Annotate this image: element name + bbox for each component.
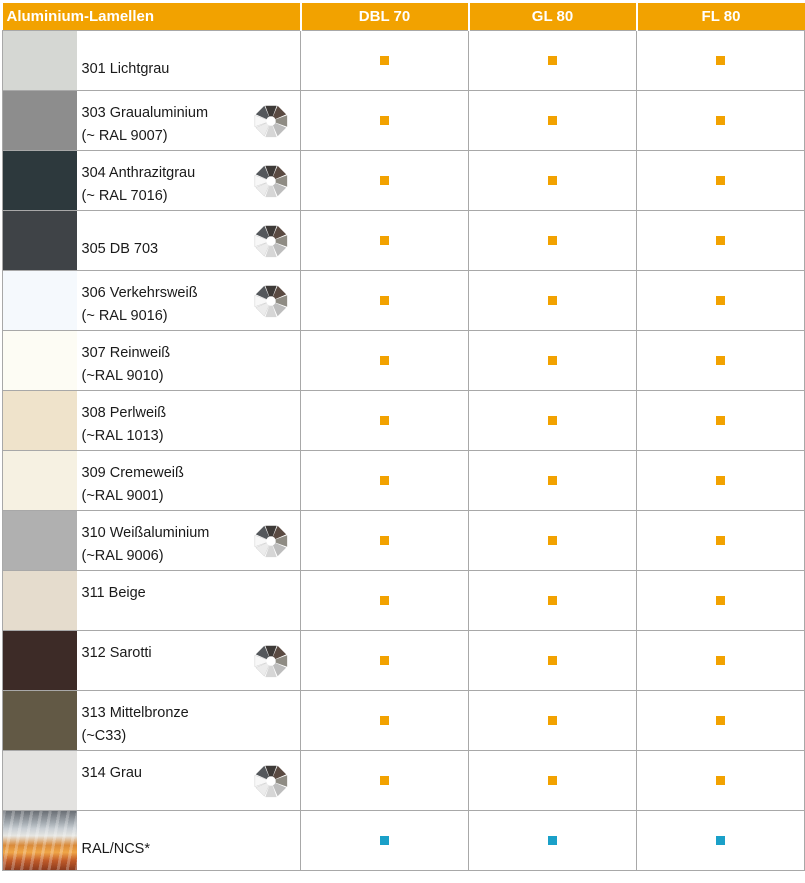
availability-cell (301, 31, 469, 91)
availability-marker (548, 416, 557, 425)
availability-marker (716, 116, 725, 125)
name-cell (79, 631, 301, 691)
table-row (3, 691, 805, 751)
availability-cell (469, 151, 637, 211)
table-row (3, 271, 805, 331)
availability-marker (380, 476, 389, 485)
availability-cell (469, 451, 637, 511)
availability-marker (716, 296, 725, 305)
color-name: 310 Weißaluminium (~RAL 9006) (81, 525, 210, 564)
availability-marker (548, 596, 557, 605)
availability-cell (637, 391, 805, 451)
availability-marker (548, 176, 557, 185)
color-wheel-icon (252, 162, 290, 200)
table-row (3, 811, 805, 871)
table-row (3, 631, 805, 691)
table-row (3, 751, 805, 811)
availability-marker (716, 56, 725, 65)
table-row (3, 91, 805, 151)
color-swatch (3, 271, 77, 330)
availability-cell (469, 271, 637, 331)
availability-marker (380, 356, 389, 365)
color-name: 306 Verkehrsweiß (~ RAL 9016) (81, 285, 198, 324)
availability-cell (469, 811, 637, 871)
availability-marker (716, 476, 725, 485)
availability-cell (301, 271, 469, 331)
availability-marker (716, 776, 725, 785)
availability-cell (637, 31, 805, 91)
name-cell (79, 571, 301, 631)
availability-cell (469, 211, 637, 271)
availability-cell (637, 631, 805, 691)
name-cell (79, 511, 301, 571)
color-swatch (3, 31, 77, 90)
availability-marker (380, 716, 389, 725)
color-name: 313 Mittelbronze (~C33) (81, 705, 189, 744)
name-cell (79, 691, 301, 751)
availability-marker (716, 656, 725, 665)
name-cell (79, 211, 301, 271)
availability-marker (548, 296, 557, 305)
color-name: 308 Perlweiß (~RAL 1013) (81, 405, 167, 444)
table-row (3, 451, 805, 511)
color-wheel-icon (252, 222, 290, 260)
color-name: 304 Anthrazitgrau (~ RAL 7016) (81, 165, 196, 204)
color-swatch (3, 751, 77, 810)
swatch-cell (3, 391, 79, 451)
availability-marker (380, 296, 389, 305)
header-title: Aluminium-Lamellen (3, 3, 301, 31)
availability-marker (548, 536, 557, 545)
color-name: 311 Beige (81, 585, 146, 601)
availability-marker (380, 656, 389, 665)
availability-cell (469, 691, 637, 751)
availability-cell (301, 691, 469, 751)
name-cell (79, 91, 301, 151)
availability-cell (469, 571, 637, 631)
swatch-cell (3, 151, 79, 211)
availability-marker (380, 536, 389, 545)
color-name: 307 Reinweiß (~RAL 9010) (81, 345, 171, 384)
availability-marker (716, 716, 725, 725)
color-name: 312 Sarotti (81, 645, 152, 661)
availability-marker (548, 656, 557, 665)
table-row (3, 391, 805, 451)
availability-cell (301, 211, 469, 271)
name-cell (79, 391, 301, 451)
availability-cell (301, 451, 469, 511)
availability-cell (301, 811, 469, 871)
availability-cell (469, 91, 637, 151)
color-name: 301 Lichtgrau (81, 61, 170, 77)
swatch-cell (3, 91, 79, 151)
availability-marker (548, 236, 557, 245)
color-swatch (3, 691, 77, 750)
availability-marker (716, 536, 725, 545)
name-cell (79, 31, 301, 91)
availability-cell (469, 511, 637, 571)
availability-marker (716, 176, 725, 185)
availability-marker (548, 776, 557, 785)
table-row (3, 211, 805, 271)
availability-cell (637, 751, 805, 811)
availability-marker (380, 176, 389, 185)
swatch-cell (3, 751, 79, 811)
name-cell (79, 271, 301, 331)
availability-cell (301, 391, 469, 451)
availability-cell (637, 211, 805, 271)
swatch-cell (3, 811, 79, 871)
color-swatch (3, 391, 77, 450)
color-swatch (3, 631, 77, 690)
availability-cell (637, 691, 805, 751)
availability-marker (548, 356, 557, 365)
color-wheel-icon (252, 762, 290, 800)
swatch-cell (3, 571, 79, 631)
color-swatch (3, 91, 77, 150)
color-swatch (3, 331, 77, 390)
availability-cell (637, 151, 805, 211)
table-row (3, 331, 805, 391)
color-swatch (3, 511, 77, 570)
swatch-cell (3, 511, 79, 571)
availability-marker (716, 596, 725, 605)
availability-cell (301, 91, 469, 151)
availability-marker (380, 416, 389, 425)
name-cell (79, 331, 301, 391)
column-header: GL 80 (469, 3, 637, 31)
color-wheel-icon (252, 102, 290, 140)
color-swatch (3, 811, 77, 870)
availability-cell (637, 91, 805, 151)
availability-cell (301, 751, 469, 811)
availability-marker (716, 236, 725, 245)
availability-cell (301, 331, 469, 391)
availability-cell (301, 151, 469, 211)
availability-cell (637, 271, 805, 331)
availability-marker (548, 116, 557, 125)
swatch-cell (3, 451, 79, 511)
availability-marker (380, 116, 389, 125)
custom-availability-marker (548, 836, 557, 845)
name-cell (79, 151, 301, 211)
color-name: 305 DB 703 (81, 241, 159, 257)
availability-marker (548, 56, 557, 65)
availability-marker (548, 716, 557, 725)
availability-marker (548, 476, 557, 485)
swatch-cell (3, 631, 79, 691)
custom-availability-marker (716, 836, 725, 845)
color-swatch (3, 151, 77, 210)
availability-cell (301, 571, 469, 631)
name-cell (79, 811, 301, 871)
availability-marker (380, 236, 389, 245)
column-header: DBL 70 (301, 3, 469, 31)
swatch-cell (3, 691, 79, 751)
table-row (3, 511, 805, 571)
color-swatch (3, 211, 77, 270)
color-name: RAL/NCS* (81, 841, 150, 857)
swatch-cell (3, 211, 79, 271)
availability-marker (380, 596, 389, 605)
availability-cell (637, 571, 805, 631)
swatch-cell (3, 271, 79, 331)
availability-cell (301, 631, 469, 691)
availability-cell (637, 331, 805, 391)
color-swatch (3, 451, 77, 510)
availability-cell (469, 631, 637, 691)
table-row (3, 151, 805, 211)
custom-availability-marker (380, 836, 389, 845)
table-row (3, 31, 805, 91)
availability-cell (637, 511, 805, 571)
color-name: 314 Grau (81, 765, 142, 781)
color-name: 303 Graualuminium (~ RAL 9007) (81, 105, 209, 144)
table-header-row (3, 3, 805, 31)
availability-cell (301, 511, 469, 571)
column-header: FL 80 (637, 3, 805, 31)
availability-cell (469, 331, 637, 391)
availability-cell (469, 31, 637, 91)
color-wheel-icon (252, 642, 290, 680)
name-cell (79, 451, 301, 511)
name-cell (79, 751, 301, 811)
swatch-cell (3, 31, 79, 91)
table-row (3, 571, 805, 631)
color-wheel-icon (252, 282, 290, 320)
availability-cell (469, 391, 637, 451)
availability-marker (380, 56, 389, 65)
swatch-cell (3, 331, 79, 391)
availability-cell (637, 451, 805, 511)
availability-marker (716, 416, 725, 425)
availability-cell (637, 811, 805, 871)
availability-marker (380, 776, 389, 785)
color-wheel-icon (252, 522, 290, 560)
availability-cell (469, 751, 637, 811)
color-name: 309 Cremeweiß (~RAL 9001) (81, 465, 184, 504)
availability-marker (716, 356, 725, 365)
color-swatch (3, 571, 77, 630)
color-table (2, 3, 805, 871)
